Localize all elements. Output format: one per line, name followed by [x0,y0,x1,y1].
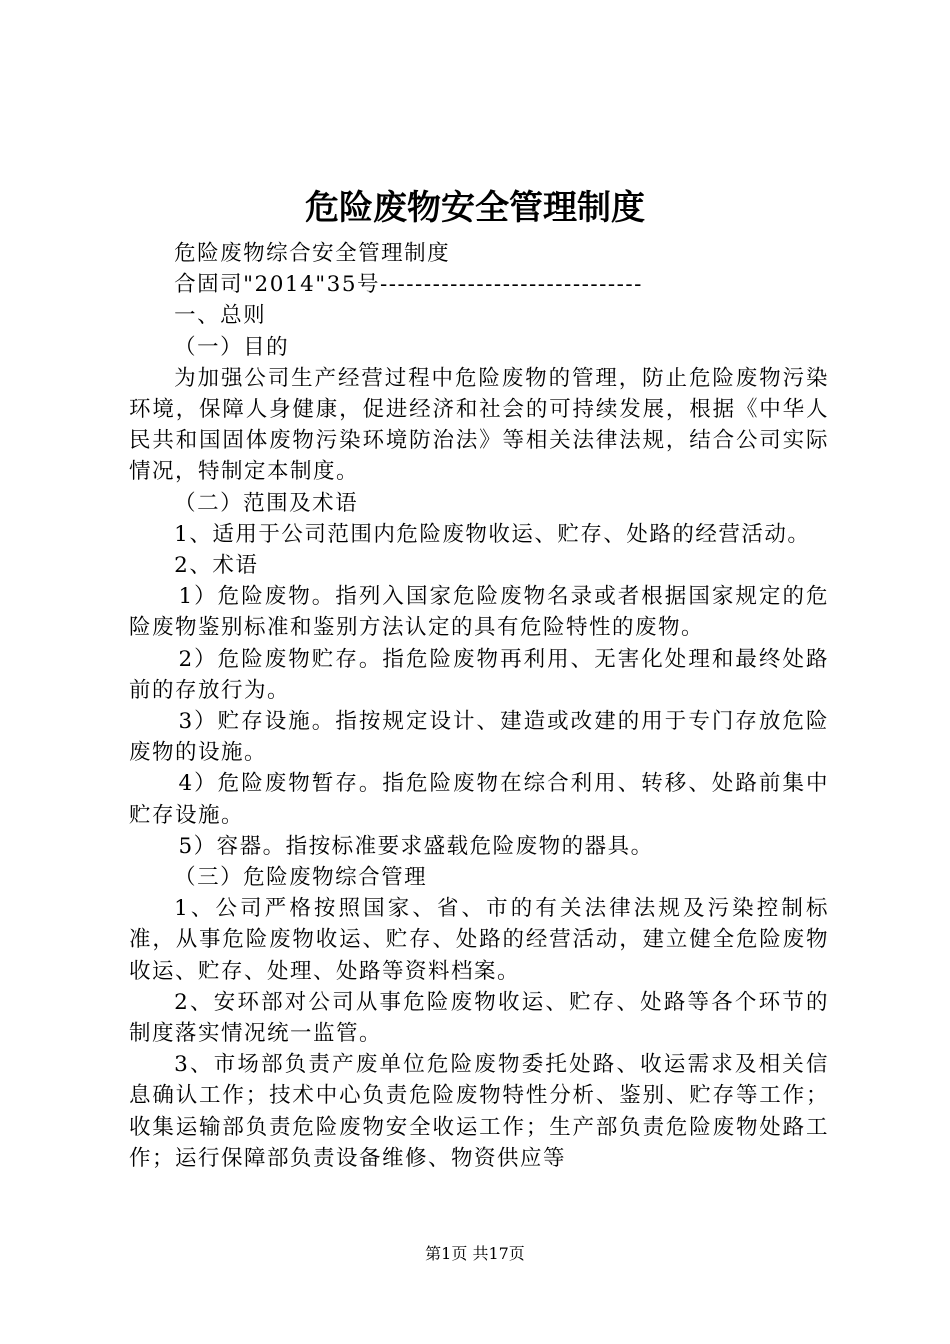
document-number-line: 合固司"2014"35号------------------------------ [174,272,643,298]
document-title: 危险废物安全管理制度 [305,188,645,228]
paragraph-scope: 1、适用于公司范围内危险废物收运、贮存、处路的经营活动。 [174,521,811,547]
subsection-heading-purpose: （一）目的 [174,334,290,360]
document-body [129,238,829,1174]
term-storage: 2）危险废物贮存。指危险废物再利用、无害化处理和最终处路前的存放行为。 [129,646,829,703]
subtitle-line: 危险废物综合安全管理制度 [174,241,451,266]
subsection-heading-management: （三）危险废物综合管理 [174,865,428,891]
term-hazardous-waste: 1）危险废物。指列入国家危险废物名录或者根据国家规定的危险废物鉴别标准和鉴别方法认定的具有危险特性的废物。 [129,584,829,641]
subsection-heading-scope: （二）范围及术语 [174,490,359,516]
heading-terms: 2、术语 [174,553,259,579]
paragraph-management-1: 1、公司严格按照国家、省、市的有关法律法规及污染控制标准，从事危险废物收运、贮存、处路的经营活动，建立健全危险废物收运、贮存、处理、处路等资料档案。 [129,896,829,984]
page-number-footer: 第1页 共17页 [425,1244,525,1263]
paragraph-management-2: 2、安环部对公司从事危险废物收运、贮存、处路等各个环节的制度落实情况统一监管。 [129,989,829,1047]
paragraph-purpose: 为加强公司生产经营过程中危险废物的管理，防止危险废物污染环境，保障人身健康，促进经济和社会的可持续发展，根据《中华人民共和国固体废物污染环境防治法》等相关法律法规，结合公司实际情况，特制定本制度。 [129,365,829,485]
term-container: 5）容器。指按标准要求盛载危险废物的器具。 [178,833,654,859]
term-temporary-storage: 4）危险废物暂存。指危险废物在综合利用、转移、处路前集中贮存设施。 [129,771,829,828]
term-storage-facility: 3）贮存设施。指按规定设计、建造或改建的用于专门存放危险废物的设施。 [129,709,829,766]
section-heading-general: 一、总则 [174,303,267,329]
paragraph-management-3: 3、市场部负责产废单位危险废物委托处路、收运需求及相关信息确认工作；技术中心负责危险废物特性分析、鉴别、贮存等工作；收集运输部负责危险废物安全收运工作；生产部负责危险废物处路工作；运行保障部负责设备维修、物资供应等 [129,1052,829,1171]
